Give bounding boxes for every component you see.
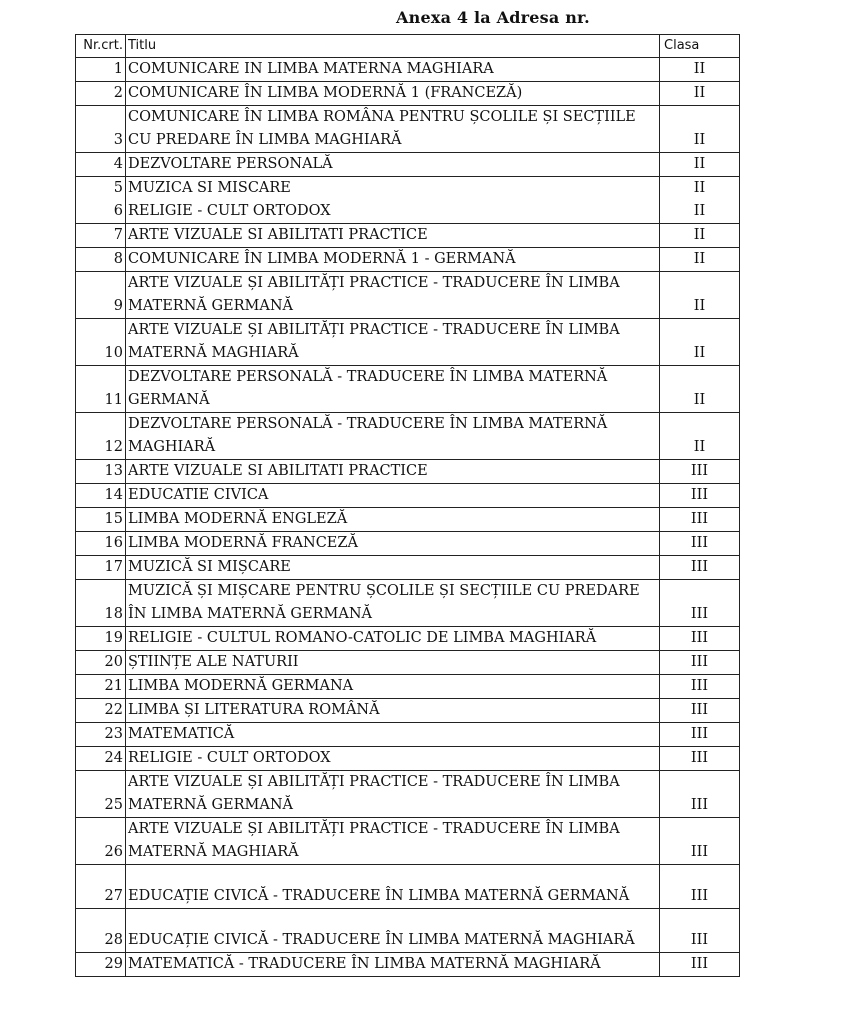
row-nr: 18 <box>76 580 126 627</box>
row-title: MATEMATICĂ <box>126 723 660 747</box>
row-title: DEZVOLTARE PERSONALĂ - TRADUCERE ÎN LIMBA MATERNĂ MAGHIARĂ <box>126 413 660 460</box>
table-row <box>76 58 740 82</box>
row-clasa: III <box>660 580 740 627</box>
table-row <box>76 580 740 627</box>
table-row <box>76 651 740 675</box>
row-nr: 28 <box>76 909 126 953</box>
row-title: MATEMATICĂ - TRADUCERE ÎN LIMBA MATERNĂ MAGHIARĂ <box>126 953 660 977</box>
table-row <box>76 627 740 651</box>
row-clasa: II <box>660 82 740 106</box>
row-nr: 29 <box>76 953 126 977</box>
table-row <box>76 177 740 201</box>
table-row <box>76 508 740 532</box>
row-nr: 27 <box>76 865 126 909</box>
row-title: LIMBA MODERNĂ GERMANA <box>126 675 660 699</box>
row-nr: 13 <box>76 460 126 484</box>
row-clasa: II <box>660 177 740 201</box>
row-clasa: III <box>660 699 740 723</box>
table-row <box>76 413 740 460</box>
row-clasa: III <box>660 818 740 865</box>
header-title: Titlu <box>126 35 660 58</box>
row-title: RELIGIE - CULTUL ROMANO-CATOLIC DE LIMBA MAGHIARĂ <box>126 627 660 651</box>
row-clasa: II <box>660 224 740 248</box>
row-nr: 14 <box>76 484 126 508</box>
table-row <box>76 224 740 248</box>
row-clasa: II <box>660 413 740 460</box>
row-clasa: III <box>660 651 740 675</box>
table-row <box>76 460 740 484</box>
row-nr: 15 <box>76 508 126 532</box>
table-row <box>76 818 740 865</box>
table-row <box>76 248 740 272</box>
row-nr: 3 <box>76 106 126 153</box>
row-clasa: III <box>660 953 740 977</box>
row-clasa: II <box>660 319 740 366</box>
row-title: COMUNICARE ÎN LIMBA MODERNĂ 1 (FRANCEZĂ) <box>126 82 660 106</box>
row-title: LIMBA MODERNĂ ENGLEZĂ <box>126 508 660 532</box>
row-nr: 1 <box>76 58 126 82</box>
table-row <box>76 82 740 106</box>
row-title: MUZICĂ SI MIȘCARE <box>126 556 660 580</box>
row-nr: 22 <box>76 699 126 723</box>
row-title: ARTE VIZUALE ȘI ABILITĂȚI PRACTICE - TRADUCERE ÎN LIMBA MATERNĂ MAGHIARĂ <box>126 818 660 865</box>
row-clasa: III <box>660 627 740 651</box>
table-row <box>76 484 740 508</box>
table-row <box>76 771 740 818</box>
row-clasa: III <box>660 747 740 771</box>
row-title: MUZICA SI MISCARE <box>126 177 660 201</box>
row-title: ARTE VIZUALE ȘI ABILITĂȚI PRACTICE - TRADUCERE ÎN LIMBA MATERNĂ GERMANĂ <box>126 272 660 319</box>
row-nr: 2 <box>76 82 126 106</box>
table-row <box>76 319 740 366</box>
row-clasa: II <box>660 272 740 319</box>
header-nr: Nr.crt. <box>76 35 126 58</box>
row-nr: 21 <box>76 675 126 699</box>
table-row <box>76 556 740 580</box>
row-nr: 12 <box>76 413 126 460</box>
row-nr: 24 <box>76 747 126 771</box>
annex-table <box>75 34 740 977</box>
row-title: ARTE VIZUALE ȘI ABILITĂȚI PRACTICE - TRADUCERE ÎN LIMBA MATERNĂ GERMANĂ <box>126 771 660 818</box>
row-title: COMUNICARE ÎN LIMBA MODERNĂ 1 - GERMANĂ <box>126 248 660 272</box>
row-clasa: II <box>660 106 740 153</box>
row-clasa: III <box>660 771 740 818</box>
row-nr: 7 <box>76 224 126 248</box>
row-nr: 11 <box>76 366 126 413</box>
table-row <box>76 723 740 747</box>
row-title: ARTE VIZUALE ȘI ABILITĂȚI PRACTICE - TRADUCERE ÎN LIMBA MATERNĂ MAGHIARĂ <box>126 319 660 366</box>
table-row <box>76 865 740 909</box>
row-nr: 9 <box>76 272 126 319</box>
row-nr: 20 <box>76 651 126 675</box>
row-nr: 19 <box>76 627 126 651</box>
table-row <box>76 272 740 319</box>
row-title: EDUCAȚIE CIVICĂ - TRADUCERE ÎN LIMBA MATERNĂ GERMANĂ <box>126 865 660 909</box>
row-title: COMUNICARE IN LIMBA MATERNA MAGHIARA <box>126 58 660 82</box>
table-row <box>76 675 740 699</box>
row-title: EDUCAȚIE CIVICĂ - TRADUCERE ÎN LIMBA MATERNĂ MAGHIARĂ <box>126 909 660 953</box>
row-title: LIMBA ȘI LITERATURA ROMÂNĂ <box>126 699 660 723</box>
row-nr: 17 <box>76 556 126 580</box>
row-clasa: III <box>660 460 740 484</box>
row-clasa: II <box>660 248 740 272</box>
document-title: Anexa 4 la Adresa nr. <box>396 8 590 27</box>
row-clasa: II <box>660 200 740 224</box>
row-title: COMUNICARE ÎN LIMBA ROMÂNA PENTRU ȘCOLILE ȘI SECȚIILE CU PREDARE ÎN LIMBA MAGHIARĂ <box>126 106 660 153</box>
row-clasa: III <box>660 556 740 580</box>
row-clasa: III <box>660 484 740 508</box>
table-row <box>76 953 740 977</box>
row-title: EDUCATIE CIVICA <box>126 484 660 508</box>
row-nr: 26 <box>76 818 126 865</box>
row-title: RELIGIE - CULT ORTODOX <box>126 200 660 224</box>
row-nr: 4 <box>76 153 126 177</box>
row-title: ARTE VIZUALE SI ABILITATI PRACTICE <box>126 224 660 248</box>
row-clasa: III <box>660 532 740 556</box>
header-clasa: Clasa <box>660 35 740 58</box>
row-clasa: III <box>660 508 740 532</box>
table-row <box>76 366 740 413</box>
row-nr: 5 <box>76 177 126 201</box>
row-title: ARTE VIZUALE SI ABILITATI PRACTICE <box>126 460 660 484</box>
row-title: ȘTIINȚE ALE NATURII <box>126 651 660 675</box>
row-nr: 6 <box>76 200 126 224</box>
row-clasa: II <box>660 58 740 82</box>
row-title: RELIGIE - CULT ORTODOX <box>126 747 660 771</box>
row-clasa: III <box>660 675 740 699</box>
table-row <box>76 106 740 153</box>
row-nr: 23 <box>76 723 126 747</box>
table-row <box>76 699 740 723</box>
table-row <box>76 153 740 177</box>
row-clasa: II <box>660 366 740 413</box>
table-row <box>76 909 740 953</box>
table-row <box>76 532 740 556</box>
row-clasa: II <box>660 153 740 177</box>
table-row <box>76 200 740 224</box>
row-nr: 8 <box>76 248 126 272</box>
table-header-row <box>76 35 740 58</box>
row-nr: 25 <box>76 771 126 818</box>
row-title: DEZVOLTARE PERSONALĂ - TRADUCERE ÎN LIMBA MATERNĂ GERMANĂ <box>126 366 660 413</box>
row-clasa: III <box>660 723 740 747</box>
row-title: LIMBA MODERNĂ FRANCEZĂ <box>126 532 660 556</box>
row-clasa: III <box>660 909 740 953</box>
row-title: MUZICĂ ȘI MIȘCARE PENTRU ȘCOLILE ȘI SECȚIILE CU PREDARE ÎN LIMBA MATERNĂ GERMANĂ <box>126 580 660 627</box>
table-row <box>76 747 740 771</box>
row-title: DEZVOLTARE PERSONALĂ <box>126 153 660 177</box>
row-clasa: III <box>660 865 740 909</box>
row-nr: 16 <box>76 532 126 556</box>
row-nr: 10 <box>76 319 126 366</box>
